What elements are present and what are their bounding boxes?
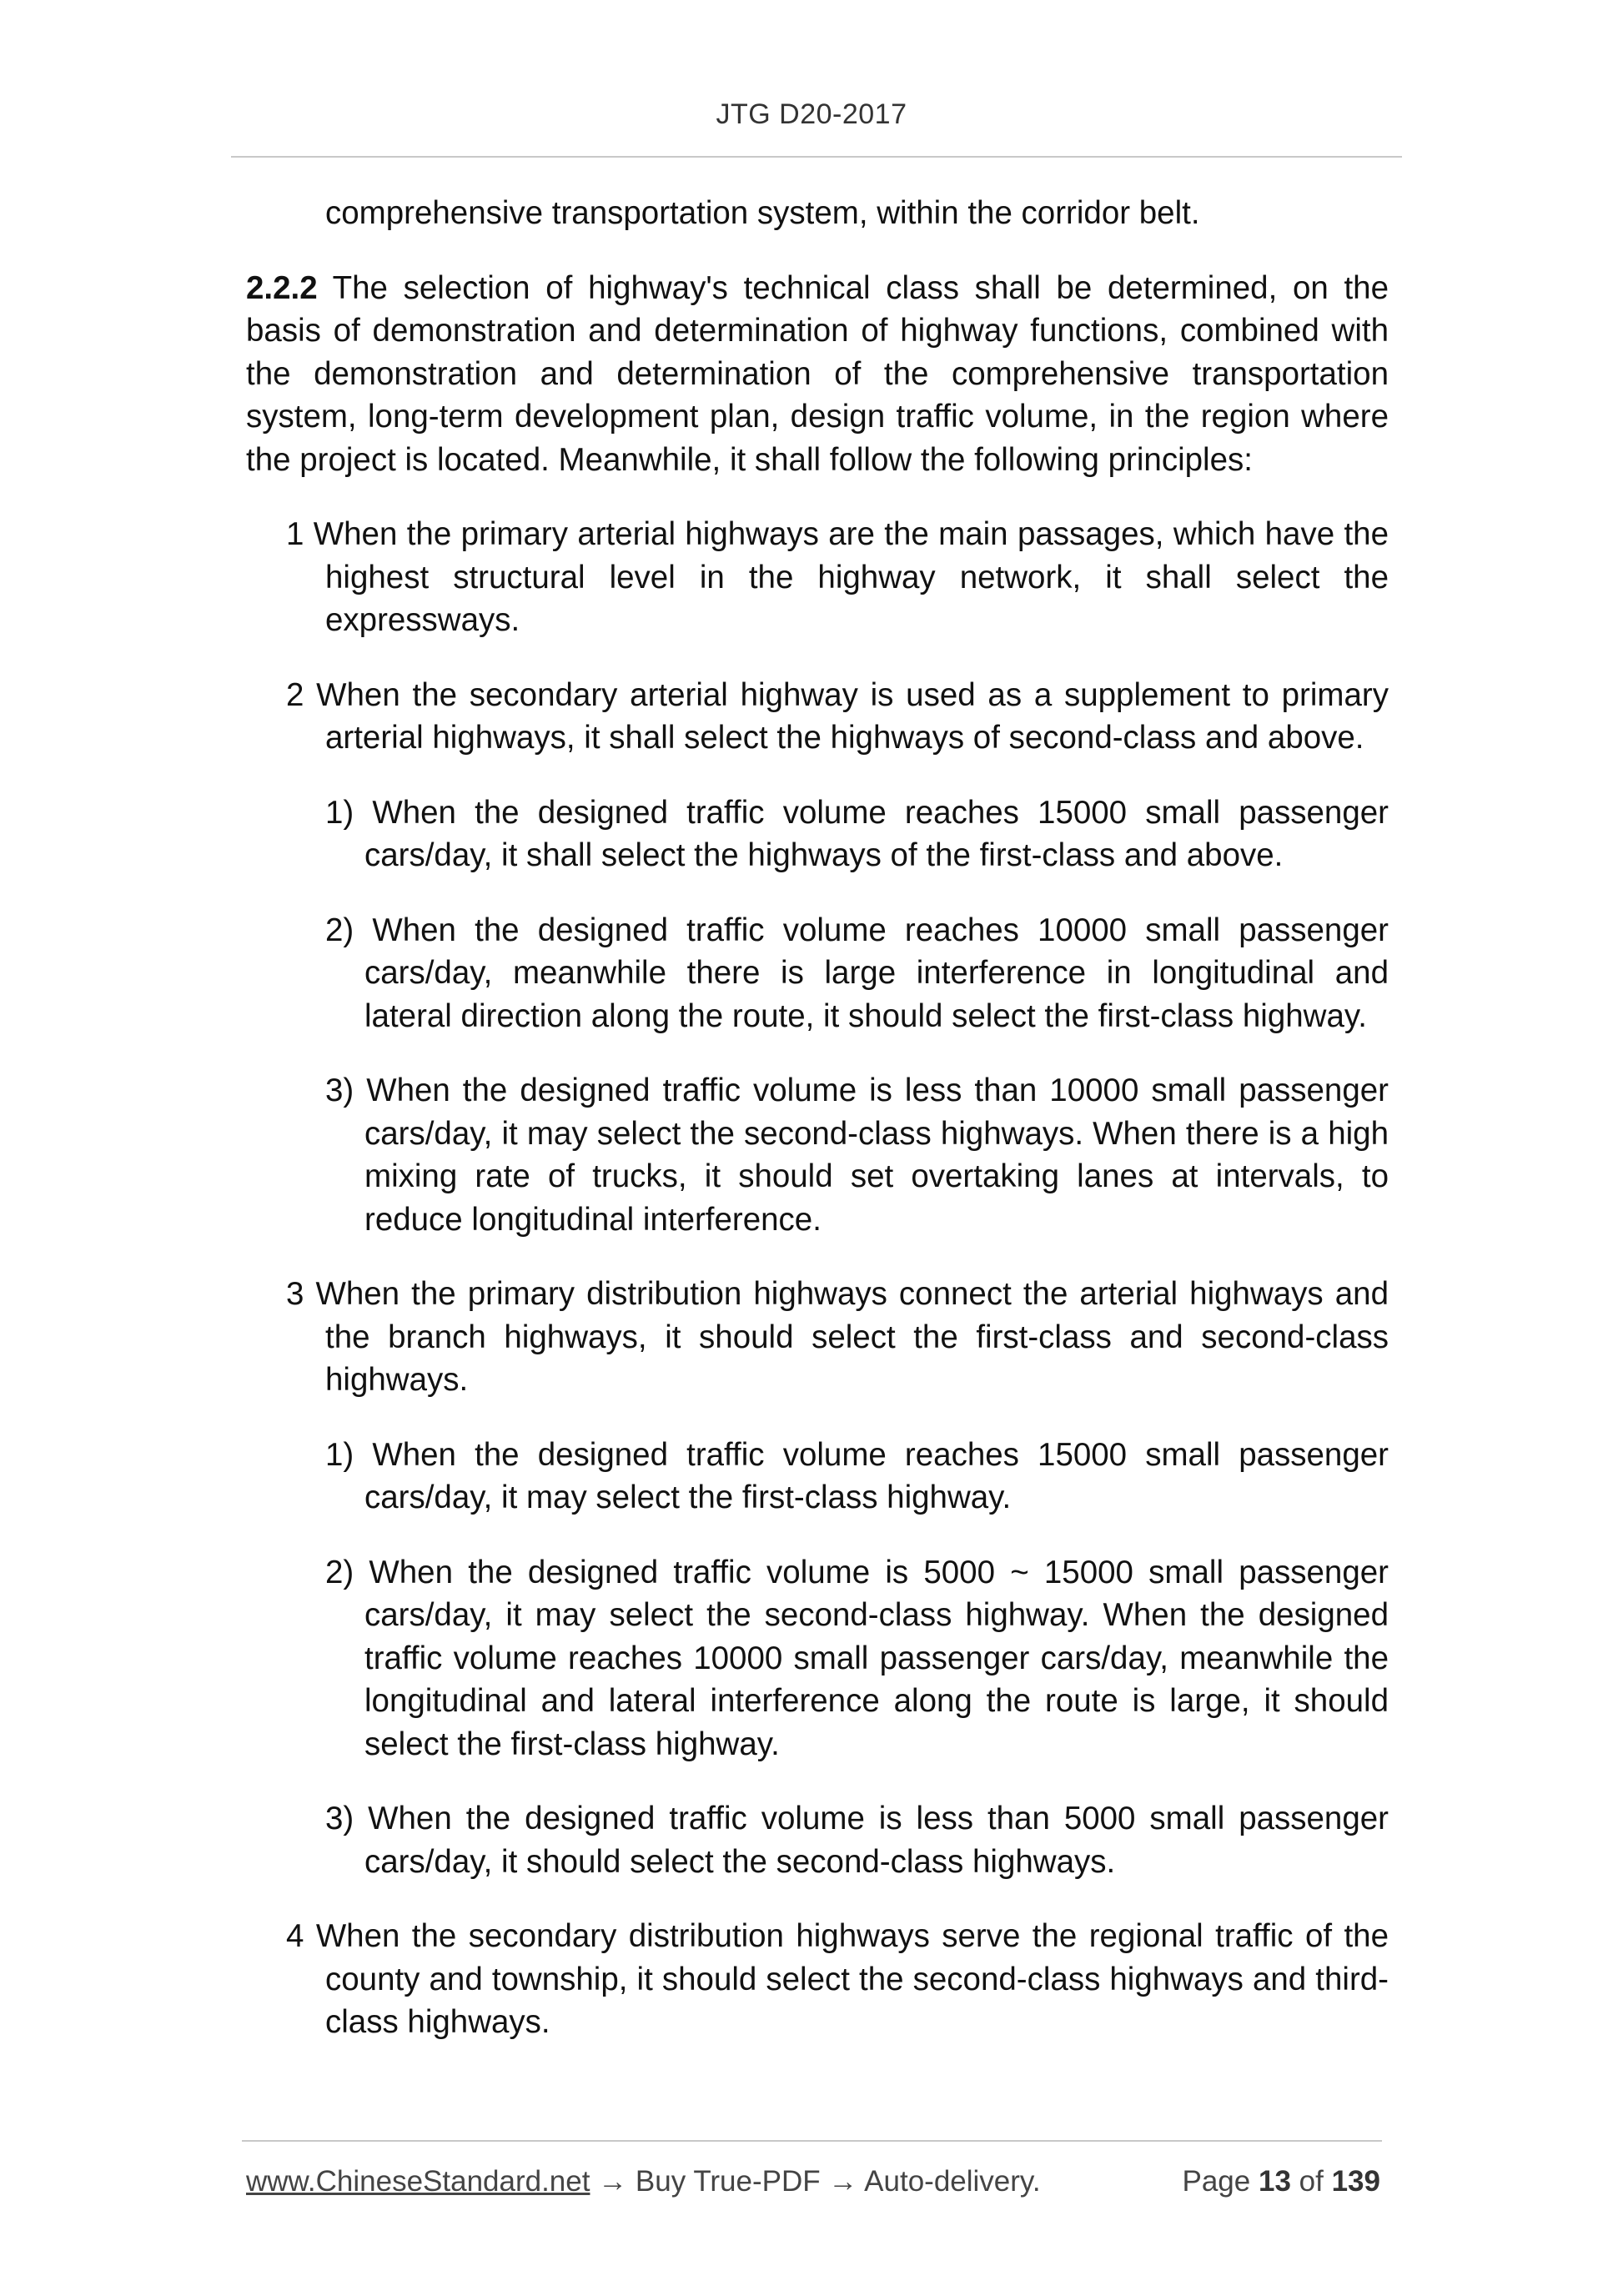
- clause-paragraph: [246, 267, 1389, 482]
- list-item-3-sub-2: 2) When the designed traffic volume is 5000 ~ 15000 small passenger cars/day, it may select the second-class highway. When the designed traffic volume reaches 10000 small passenger cars/day, meanwhile the longitudinal and lateral interference along the route is large, it should select the first-class highway.: [325, 1554, 1389, 1762]
- page-label: Page: [1182, 2165, 1251, 2198]
- list-item-2: 2 When the secondary arterial highway is used as a supplement to primary arterial highways, it shall select the highways of second-class and above.: [286, 676, 1389, 756]
- footer: [246, 2165, 1380, 2198]
- page-current: 13: [1258, 2165, 1291, 2198]
- footer-website-link[interactable]: www.ChineseStandard.net: [246, 2165, 590, 2198]
- header-divider: [231, 156, 1402, 158]
- list-item-2-sub-3: 3) When the designed traffic volume is less than 10000 small passenger cars/day, it may select the second-class highways. When there is a high mixing rate of trucks, it should set overtaking lanes at intervals, to reduce longitudinal interference.: [325, 1073, 1389, 1238]
- body-text: [246, 192, 1389, 2044]
- page-of-label: of: [1299, 2165, 1324, 2198]
- continuation-paragraph: comprehensive transportation system, within the corridor belt.: [325, 195, 1200, 231]
- clause-text: The selection of highway's technical class shall be determined, on the basis of demonstration and determination of highway functions, combined with the demonstration and determination of the comprehensive transportation system, long-term development plan, design traffic volume, in the region where the project is located. Meanwhile, it shall follow the following principles:: [246, 269, 1389, 478]
- list-item-2-sub-2: 2) When the designed traffic volume reaches 10000 small passenger cars/day, meanwhile there is large interference in longitudinal and lateral direction along the route, it should select the first-class highway.: [325, 912, 1389, 1034]
- list-item-3-sub-1: 1) When the designed traffic volume reaches 15000 small passenger cars/day, it may select the first-class highway.: [325, 1436, 1389, 1515]
- list-item-1: 1 When the primary arterial highways are the main passages, which have the highest structural level in the highway network, it shall select the expressways.: [286, 516, 1389, 638]
- list-item-3-sub-3: 3) When the designed traffic volume is less than 5000 small passenger cars/day, it should select the second-class highways.: [325, 1801, 1389, 1880]
- header-title: JTG D20-2017: [716, 98, 907, 130]
- list-item-4: 4 When the secondary distribution highways serve the regional traffic of the county and township, it should select the second-class highways and third-class highways.: [286, 1918, 1389, 2040]
- footer-tagline: → Buy True-PDF → Auto-delivery.: [590, 2165, 1041, 2198]
- footer-divider: [242, 2140, 1382, 2142]
- clause-number: 2.2.2: [246, 269, 318, 306]
- page-total: 139: [1331, 2165, 1380, 2198]
- list-item-2-sub-1: 1) When the designed traffic volume reaches 15000 small passenger cars/day, it shall select the highways of the first-class and above.: [325, 794, 1389, 873]
- list-item-3: 3 When the primary distribution highways connect the arterial highways and the branch highways, it should select the first-class and second-class highways.: [286, 1276, 1389, 1398]
- page-indicator: [1183, 2165, 1381, 2198]
